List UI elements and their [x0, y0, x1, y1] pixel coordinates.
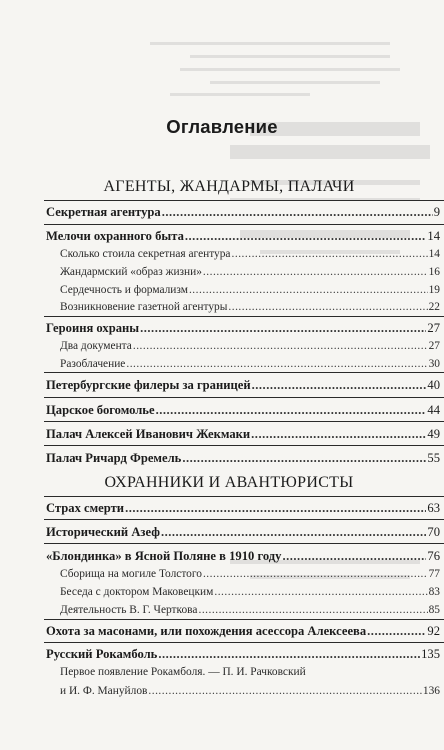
entry-label: Петербургские филеры за границей: [46, 378, 251, 392]
entry-divider: [44, 619, 444, 620]
dot-leader: [252, 378, 427, 393]
entry-page: 135: [421, 647, 440, 661]
section-heading: ОХРАННИКИ И АВАНТЮРИСТЫ: [104, 474, 354, 491]
entry-label: Исторический Азеф: [46, 525, 160, 539]
toc-entry[interactable]: [46, 646, 440, 662]
entry-page: 27: [428, 340, 440, 352]
dot-leader: [185, 229, 427, 244]
entry-page: 55: [427, 451, 440, 465]
section-divider: [44, 200, 444, 201]
toc-entry[interactable]: [46, 228, 440, 244]
entry-divider: [44, 519, 444, 520]
section-divider: [44, 496, 444, 497]
entry-page: 63: [427, 501, 440, 515]
entry-page: 16: [428, 266, 440, 278]
entry-divider: [44, 642, 444, 643]
toc-subentry-first-line[interactable]: Первое появление Рокамболя. — П. И. Рачковский: [60, 666, 306, 678]
toc-subentry[interactable]: [60, 264, 440, 278]
entry-label: Палач Алексей Иванович Жекмаки: [46, 427, 251, 441]
dot-leader: [158, 647, 420, 662]
toc-entry[interactable]: [46, 377, 440, 393]
toc-subentry[interactable]: [60, 282, 440, 296]
entry-label: Сборища на могиле Толстого: [60, 568, 202, 580]
entry-divider: [44, 445, 444, 446]
entry-divider: [44, 372, 444, 373]
entry-page: 83: [428, 586, 440, 598]
entry-page: 19: [428, 284, 440, 296]
entry-page: 44: [427, 403, 440, 417]
dot-leader: [198, 604, 427, 616]
entry-label: Страх смерти: [46, 501, 125, 515]
dot-leader: [367, 624, 426, 639]
toc-entry[interactable]: [46, 623, 440, 639]
entry-page: 14: [428, 248, 440, 260]
toc-subentry[interactable]: [60, 584, 440, 598]
entry-page: 9: [433, 205, 440, 219]
dot-leader: [228, 301, 427, 313]
entry-label: Жандармский «образ жизни»: [60, 266, 202, 278]
entry-label: Сколько стоила секретная агентура: [60, 248, 231, 260]
toc-entry[interactable]: [46, 402, 440, 418]
entry-divider: [44, 224, 444, 225]
section-heading: АГЕНТЫ, ЖАНДАРМЫ, ПАЛАЧИ: [103, 178, 355, 195]
dot-leader: [189, 284, 428, 296]
entry-page: 136: [422, 685, 440, 697]
toc-entry[interactable]: [46, 548, 440, 564]
toc-entry[interactable]: [46, 524, 440, 540]
entry-label: Мелочи охранного быта: [46, 229, 184, 243]
toc-entry[interactable]: [46, 426, 440, 442]
toc-subentry[interactable]: [60, 299, 440, 313]
entry-label: Охота за масонами, или похождения асессора Алексеева: [46, 624, 367, 638]
toc-subentry[interactable]: [60, 566, 440, 580]
toc-subentry[interactable]: [60, 602, 440, 616]
dot-leader: [162, 205, 433, 220]
toc-subentry[interactable]: [60, 356, 440, 370]
entry-label: Царское богомолье: [46, 403, 155, 417]
entry-label: Русский Рокамболь: [46, 647, 158, 661]
dot-leader: [148, 685, 422, 697]
dot-leader: [282, 549, 426, 564]
entry-label: и И. Ф. Мануйлов: [60, 685, 148, 697]
dot-leader: [140, 321, 426, 336]
entry-label: Два документа: [60, 340, 132, 352]
entry-page: 14: [427, 229, 440, 243]
entry-label: Разоблачение: [60, 358, 126, 370]
entry-label: Беседа с доктором Маковецким: [60, 586, 214, 598]
entry-page: 27: [427, 321, 440, 335]
entry-divider: [44, 543, 444, 544]
entry-page: 22: [428, 301, 440, 313]
entry-label: Героиня охраны: [46, 321, 140, 335]
entry-label: Возникновение газетной агентуры: [60, 301, 228, 313]
dot-leader: [203, 568, 428, 580]
dot-leader: [125, 501, 426, 516]
toc-subentry[interactable]: [60, 338, 440, 352]
dot-leader: [161, 525, 426, 540]
entry-divider: [44, 316, 444, 317]
entry-label: Сердечность и формализм: [60, 284, 188, 296]
entry-page: 30: [428, 358, 440, 370]
toc-entry[interactable]: [46, 500, 440, 516]
dot-leader: [251, 427, 426, 442]
entry-label: «Блондинка» в Ясной Поляне в 1910 году: [46, 549, 282, 563]
entry-page: 76: [427, 549, 440, 563]
toc-subentry[interactable]: [60, 683, 440, 697]
toc-entry[interactable]: [46, 320, 440, 336]
dot-leader: [156, 403, 427, 418]
toc-entry[interactable]: [46, 450, 440, 466]
dot-leader: [133, 340, 428, 352]
toc-entry[interactable]: [46, 204, 440, 220]
entry-divider: [44, 421, 444, 422]
entry-label: Деятельность В. Г. Черткова: [60, 604, 198, 616]
entry-page: 70: [427, 525, 440, 539]
dot-leader: [203, 266, 428, 278]
entry-label: Палач Ричард Фремель: [46, 451, 182, 465]
toc-subentry[interactable]: [60, 246, 440, 260]
entry-page: 49: [427, 427, 440, 441]
entry-page: 77: [428, 568, 440, 580]
dot-leader: [126, 358, 427, 370]
dot-leader: [214, 586, 427, 598]
entry-page: 92: [427, 624, 440, 638]
entry-page: 40: [427, 378, 440, 392]
dot-leader: [232, 248, 428, 260]
dot-leader: [182, 451, 426, 466]
entry-divider: [44, 397, 444, 398]
page-title: Оглавление: [166, 116, 278, 137]
entry-page: 85: [428, 604, 440, 616]
entry-label: Секретная агентура: [46, 205, 161, 219]
